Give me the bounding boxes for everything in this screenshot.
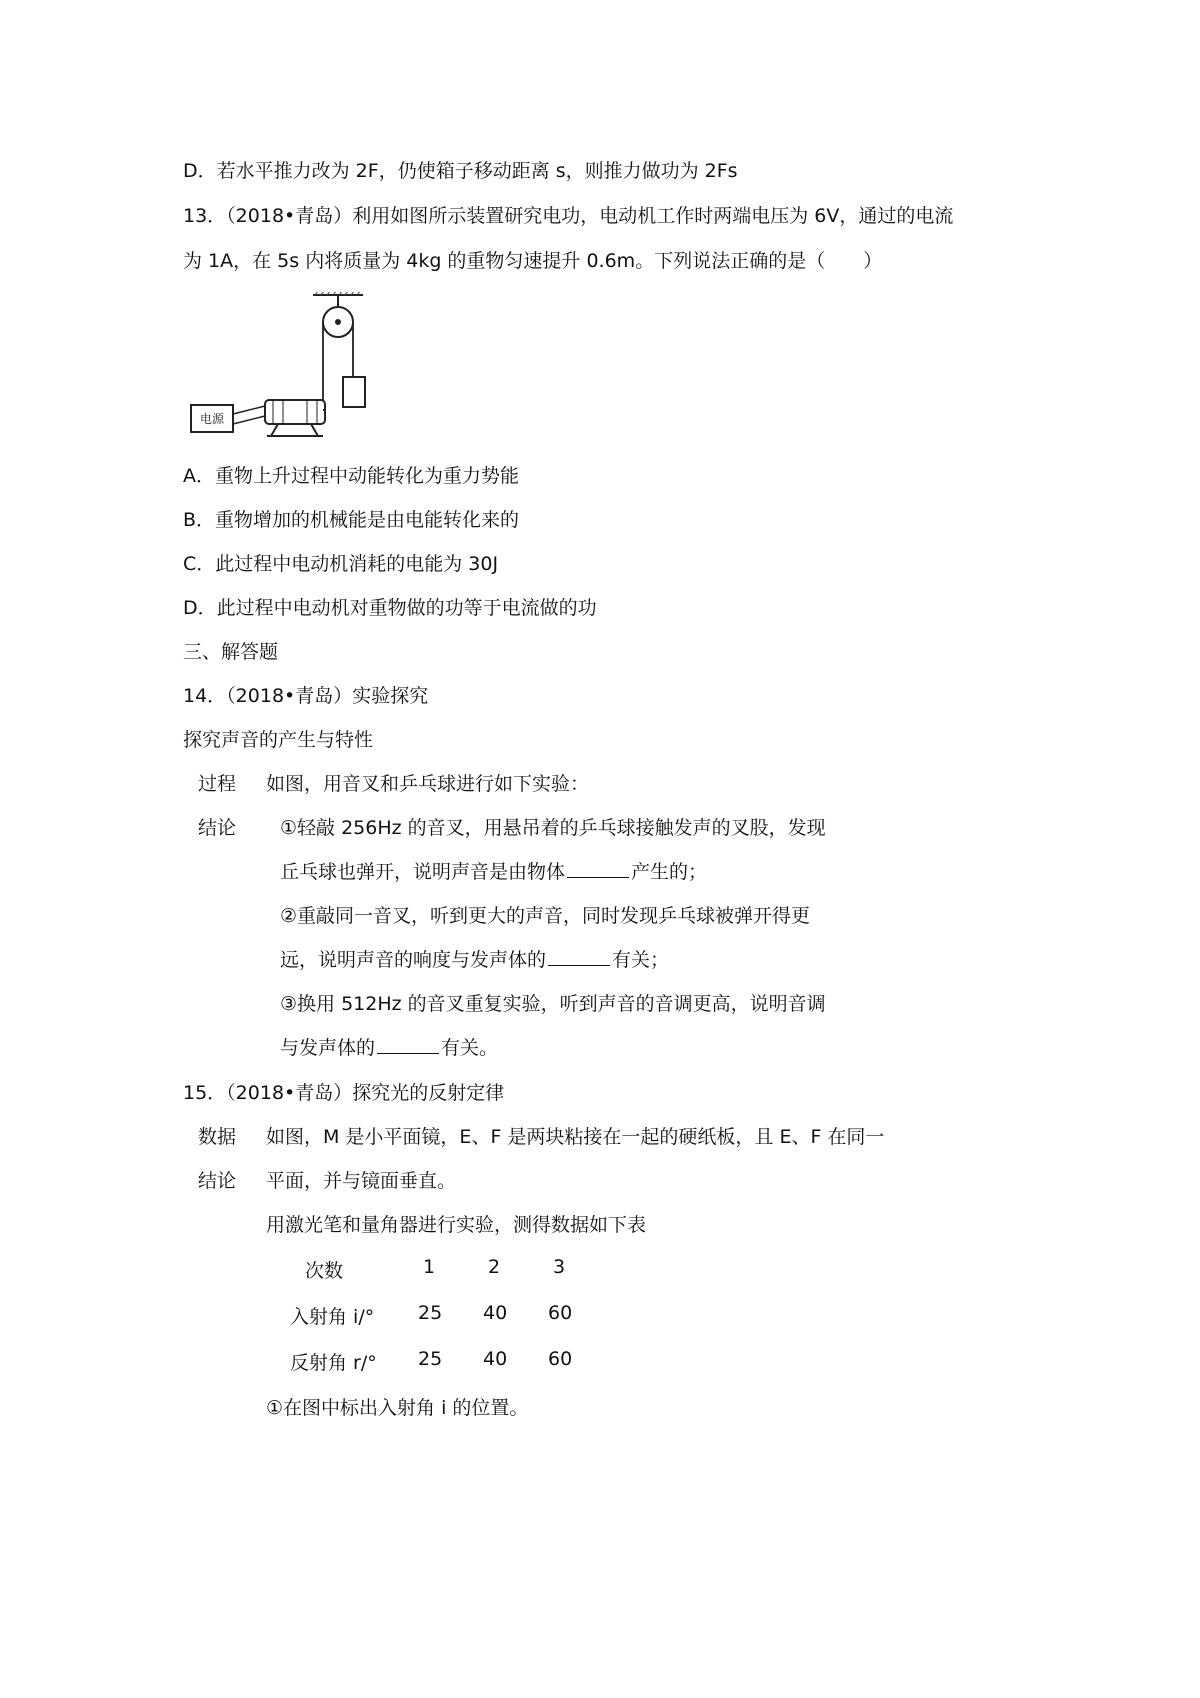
q15-label-data: 数据 (198, 1126, 237, 1148)
q12-option-d: D．若水平推力改为 2F，仍使箱子移动距离 s，则推力做功为 2Fs (183, 160, 738, 182)
svg-text:电源: 电源 (199, 412, 225, 426)
q14-conclusion-4: 远，说明声音的响度与发声体的 有关； (280, 949, 670, 971)
q15-title: 15．（2018•青岛）探究光的反射定律 (183, 1082, 505, 1104)
q14-subtitle: 探究声音的产生与特性 (183, 729, 374, 751)
table-cell: 25 (418, 1302, 443, 1324)
table-cell: 40 (483, 1302, 508, 1324)
table-cell: 60 (548, 1302, 573, 1324)
table-header: 次数 (305, 1260, 344, 1282)
q14-conclusion-3: ②重敲同一音叉，听到更大的声音，同时发现乒乓球被弹开得更 (280, 905, 811, 927)
q14-conclusion-1: ①轻敲 256Hz 的音叉，用悬吊着的乒乓球接触发声的叉股，发现 (280, 817, 826, 839)
q14-label-conclusion: 结论 (198, 817, 237, 839)
table-cell: 25 (418, 1348, 443, 1370)
q15-label-conclusion: 结论 (198, 1170, 237, 1192)
q14-process-text: 如图，用音叉和乒乓球进行如下实验： (266, 773, 590, 795)
q13-option-d: D．此过程中电动机对重物做的功等于电流做的功 (183, 597, 597, 619)
table-row-label: 入射角 i/° (290, 1306, 375, 1328)
answer-blank[interactable] (377, 1035, 439, 1054)
q14-conclusion-5: ③换用 512Hz 的音叉重复实验，听到声音的音调更高，说明音调 (280, 993, 826, 1015)
reflection-data-table (280, 1256, 680, 1386)
answer-blank[interactable] (567, 859, 629, 878)
table-cell: 40 (483, 1348, 508, 1370)
motor-body (265, 400, 325, 424)
q14-conclusion-2: 丘乓球也弹开，说明声音是由物体 产生的； (280, 861, 708, 883)
q14-title: 14．（2018•青岛）实验探究 (183, 685, 429, 707)
q13-option-a: A．重物上升过程中动能转化为重力势能 (183, 465, 519, 487)
q15-text-1: 如图，M 是小平面镜，E、F 是两块粘接在一起的硬纸板，且 E、F 在同一 (266, 1126, 885, 1148)
answer-blank[interactable] (548, 947, 610, 966)
q14-conclusion-6: 与发声体的 有关。 (280, 1037, 499, 1059)
table-header: 1 (423, 1256, 436, 1278)
motor-pulley-diagram (183, 292, 393, 452)
q13-option-c: C．此过程中电动机消耗的电能为 30J (183, 553, 499, 575)
table-header: 2 (488, 1256, 501, 1278)
table-cell: 60 (548, 1348, 573, 1370)
q13-stem-line2: 为 1A，在 5s 内将质量为 4kg 的重物匀速提升 0.6m。下列说法正确的是（ ） (183, 250, 883, 272)
table-row-label: 反射角 r/° (290, 1352, 377, 1374)
weight-block (343, 377, 365, 407)
section-heading: 三、解答题 (183, 641, 279, 663)
q14-label-process: 过程 (198, 773, 237, 795)
q13-option-b: B．重物增加的机械能是由电能转化来的 (183, 509, 520, 531)
q15-text-2: 平面，并与镜面垂直。 (266, 1170, 457, 1192)
q15-text-4: ①在图中标出入射角 i 的位置。 (266, 1397, 529, 1419)
q13-stem-line1: 13．（2018•青岛）利用如图所示装置研究电功，电动机工作时两端电压为 6V，通过的电流 (183, 205, 954, 227)
q15-text-3: 用激光笔和量角器进行实验，测得数据如下表 (266, 1214, 647, 1236)
table-header: 3 (553, 1256, 566, 1278)
